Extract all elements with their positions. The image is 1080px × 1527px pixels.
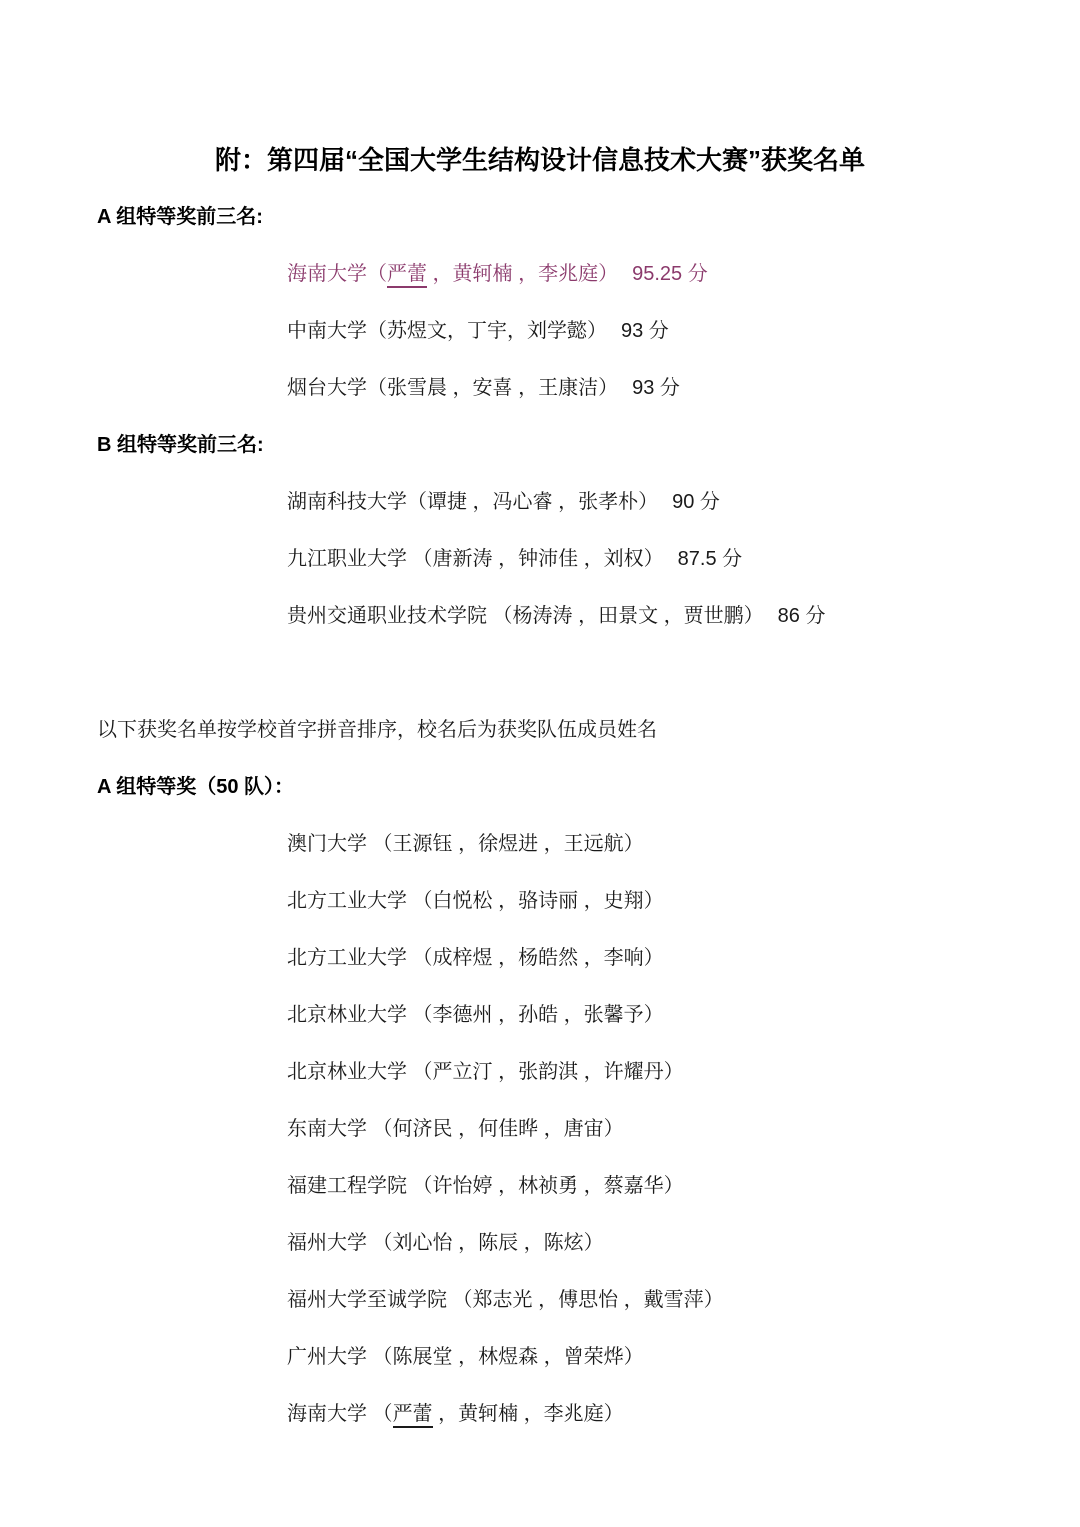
entry-text: ，黄轲楠 ，李兆庭） <box>427 263 619 285</box>
entry-text: ，黄轲楠 ，李兆庭） <box>432 1403 624 1425</box>
entry-score: 95.25 分 <box>632 263 708 285</box>
entry-score: 90 分 <box>672 491 720 513</box>
entry-text: 北京林业大学 （严立汀 ，张韵淇 ，许耀丹） <box>287 1061 684 1083</box>
entry-score: 93 分 <box>621 320 669 342</box>
entry-text: 贵州交通职业技术学院 （杨涛涛 ，田景文 ，贾世鹏） <box>287 605 764 627</box>
award-entry <box>97 1117 983 1141</box>
entry-text: 九江职业大学 （唐新涛 ，钟沛佳 ，刘权） <box>287 548 664 570</box>
entry-text: 福建工程学院 （许怡婷 ，林祯勇 ，蔡嘉华） <box>287 1175 684 1197</box>
section-heading-a-50: A 组特等奖（50 队）： <box>97 776 295 798</box>
document-title: 附：第四届“全国大学生结构设计信息技术大赛”获奖名单 <box>214 145 865 175</box>
entry-score: 93 分 <box>632 377 680 399</box>
award-entry <box>97 1288 983 1312</box>
entry-score: 86 分 <box>777 605 826 627</box>
award-entry <box>97 1345 983 1369</box>
entry-score: 87.5 分 <box>677 548 743 570</box>
entry-text: 中南大学（苏煜文，丁宇，刘学懿） <box>287 320 607 342</box>
sorting-note: 以下获奖名单按学校首字拼音排序，校名后为获奖队伍成员姓名 <box>97 719 657 741</box>
award-entry <box>97 889 983 913</box>
entry-text: 海南大学（ <box>287 263 387 285</box>
entry-text: 烟台大学（张雪晨 ，安喜 ，王康洁） <box>287 377 619 399</box>
award-entry <box>97 1060 983 1084</box>
award-entry <box>97 832 983 856</box>
entry-text: 北京林业大学 （李德州 ，孙皓 ，张馨予） <box>287 1004 664 1026</box>
section-heading-a-top3: A 组特等奖前三名: <box>97 206 263 228</box>
award-entry <box>97 1003 983 1027</box>
award-entry <box>97 946 983 970</box>
entry-text: 海南大学 （ <box>287 1403 393 1425</box>
entry-text: 东南大学 （何济民 ，何佳晔 ，唐宙） <box>287 1118 624 1140</box>
entry-underlined-name: 严蕾 <box>393 1403 433 1428</box>
award-entry <box>97 547 983 571</box>
award-entry <box>97 376 983 400</box>
entry-text: 福州大学至诚学院 （郑志光 ，傅思怡 ，戴雪萍） <box>287 1289 724 1311</box>
entry-text: 湖南科技大学（谭捷 ，冯心睿 ，张孝朴） <box>287 491 659 513</box>
entry-text: 广州大学 （陈展堂 ，林煜森 ，曾荣烨） <box>287 1346 644 1368</box>
entry-text: 北方工业大学 （白悦松 ，骆诗丽 ，史翔） <box>287 890 664 912</box>
award-entry <box>97 490 983 514</box>
award-entry <box>97 1231 983 1255</box>
entry-text: 福州大学 （刘心怡 ，陈辰 ，陈炫） <box>287 1232 604 1254</box>
entry-text: 北方工业大学 （成梓煜 ，杨皓然 ，李响） <box>287 947 664 969</box>
award-entry <box>97 1402 983 1426</box>
entry-text: 澳门大学 （王源钰 ，徐煜进 ，王远航） <box>287 833 644 855</box>
award-entry-highlighted[interactable] <box>97 262 983 286</box>
entry-underlined-name: 严蕾 <box>387 263 427 288</box>
section-heading-b-top3: B 组特等奖前三名: <box>97 434 264 456</box>
award-entry <box>97 319 983 343</box>
award-entry <box>97 1174 983 1198</box>
award-entry <box>97 604 983 628</box>
